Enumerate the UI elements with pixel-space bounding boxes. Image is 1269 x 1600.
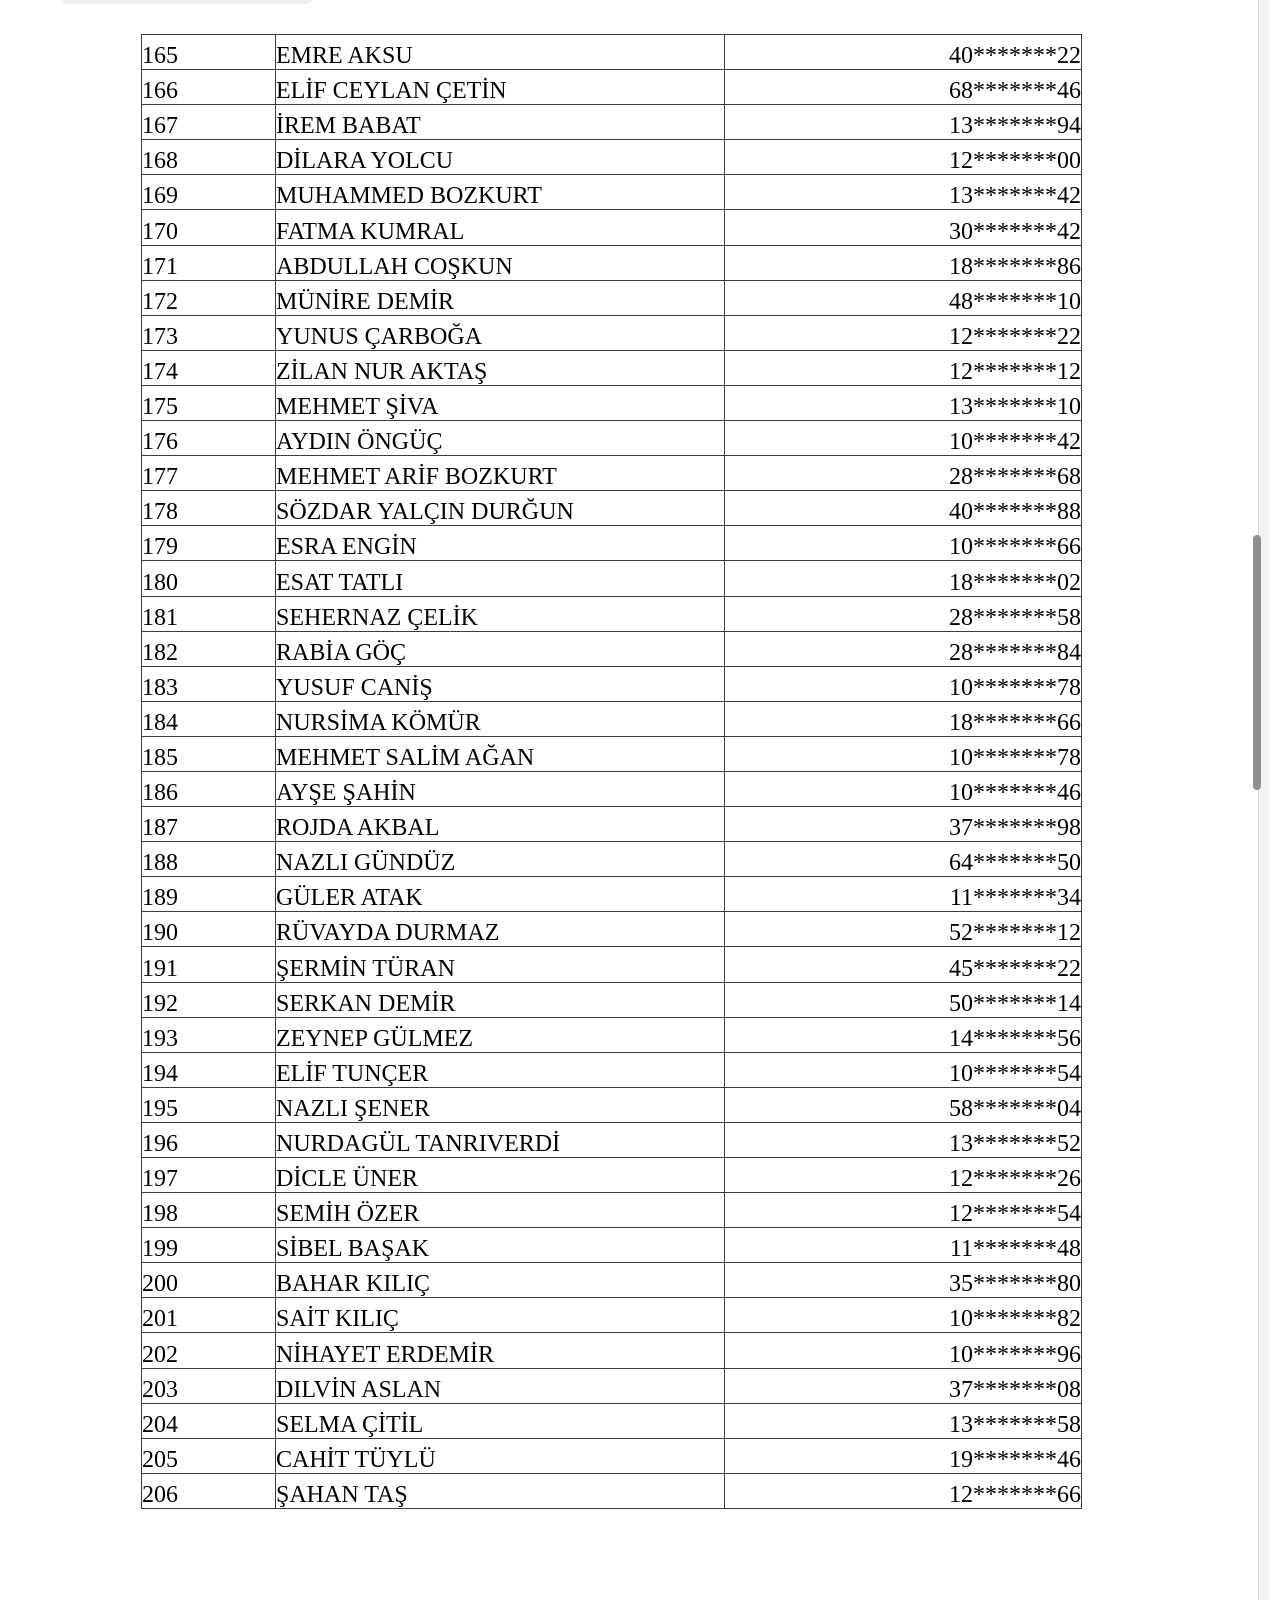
masked-id-cell: 13*******52 — [725, 1122, 1082, 1157]
name-cell: MÜNİRE DEMİR — [276, 280, 725, 315]
row-number-cell: 180 — [142, 561, 276, 596]
name-cell: SÖZDAR YALÇIN DURĞUN — [276, 491, 725, 526]
row-number-cell: 188 — [142, 842, 276, 877]
name-cell: ZEYNEP GÜLMEZ — [276, 1017, 725, 1052]
table-row — [142, 421, 1082, 456]
table-body — [142, 35, 1082, 1509]
masked-id-cell: 11*******48 — [725, 1228, 1082, 1263]
masked-id-cell: 10*******46 — [725, 771, 1082, 806]
masked-id-cell: 18*******86 — [725, 245, 1082, 280]
row-number-cell: 190 — [142, 912, 276, 947]
masked-id-cell: 11*******34 — [725, 877, 1082, 912]
table-row — [142, 105, 1082, 140]
name-cell: SEHERNAZ ÇELİK — [276, 596, 725, 631]
name-cell: GÜLER ATAK — [276, 877, 725, 912]
table-row — [142, 280, 1082, 315]
name-cell: MEHMET SALİM AĞAN — [276, 736, 725, 771]
table-row — [142, 350, 1082, 385]
name-cell: SİBEL BAŞAK — [276, 1228, 725, 1263]
row-number-cell: 176 — [142, 421, 276, 456]
table-row — [142, 1298, 1082, 1333]
name-cell: ESRA ENGİN — [276, 526, 725, 561]
masked-id-cell: 14*******56 — [725, 1017, 1082, 1052]
masked-id-cell: 28*******84 — [725, 631, 1082, 666]
name-cell: ELİF TUNÇER — [276, 1052, 725, 1087]
masked-id-cell: 64*******50 — [725, 842, 1082, 877]
masked-id-cell: 12*******22 — [725, 315, 1082, 350]
table-row — [142, 1087, 1082, 1122]
row-number-cell: 205 — [142, 1438, 276, 1473]
row-number-cell: 165 — [142, 35, 276, 70]
name-cell: NİHAYET ERDEMİR — [276, 1333, 725, 1368]
table-row — [142, 982, 1082, 1017]
row-number-cell: 177 — [142, 456, 276, 491]
row-number-cell: 168 — [142, 140, 276, 175]
name-cell: SEMİH ÖZER — [276, 1193, 725, 1228]
name-cell: YUSUF CANİŞ — [276, 666, 725, 701]
masked-id-cell: 58*******04 — [725, 1087, 1082, 1122]
name-cell: NURDAGÜL TANRIVERDİ — [276, 1122, 725, 1157]
masked-id-cell: 12*******66 — [725, 1473, 1082, 1508]
name-cell: MEHMET ARİF BOZKURT — [276, 456, 725, 491]
name-cell: SELMA ÇİTİL — [276, 1403, 725, 1438]
masked-id-cell: 10*******82 — [725, 1298, 1082, 1333]
name-cell: NAZLI ŞENER — [276, 1087, 725, 1122]
table-row — [142, 1193, 1082, 1228]
row-number-cell: 197 — [142, 1158, 276, 1193]
row-number-cell: 194 — [142, 1052, 276, 1087]
row-number-cell: 192 — [142, 982, 276, 1017]
table-row — [142, 210, 1082, 245]
row-number-cell: 184 — [142, 701, 276, 736]
table-row — [142, 1017, 1082, 1052]
table-row — [142, 912, 1082, 947]
row-number-cell: 186 — [142, 771, 276, 806]
row-number-cell: 181 — [142, 596, 276, 631]
table-row — [142, 1122, 1082, 1157]
table-row — [142, 315, 1082, 350]
name-cell: ZİLAN NUR AKTAŞ — [276, 350, 725, 385]
vertical-scrollbar-thumb[interactable] — [1253, 535, 1261, 790]
name-cell: EMRE AKSU — [276, 35, 725, 70]
row-number-cell: 198 — [142, 1193, 276, 1228]
masked-id-cell: 10*******42 — [725, 421, 1082, 456]
name-cell: ROJDA AKBAL — [276, 807, 725, 842]
row-number-cell: 199 — [142, 1228, 276, 1263]
name-cell: AYDIN ÖNGÜÇ — [276, 421, 725, 456]
masked-id-cell: 10*******96 — [725, 1333, 1082, 1368]
masked-id-cell: 10*******78 — [725, 666, 1082, 701]
table-row — [142, 70, 1082, 105]
masked-id-cell: 12*******26 — [725, 1158, 1082, 1193]
masked-id-cell: 13*******42 — [725, 175, 1082, 210]
masked-id-cell: 50*******14 — [725, 982, 1082, 1017]
masked-id-cell: 12*******00 — [725, 140, 1082, 175]
name-cell: NURSİMA KÖMÜR — [276, 701, 725, 736]
name-cell: YUNUS ÇARBOĞA — [276, 315, 725, 350]
masked-id-cell: 18*******66 — [725, 701, 1082, 736]
name-cell: BAHAR KILIÇ — [276, 1263, 725, 1298]
name-cell: RÜVAYDA DURMAZ — [276, 912, 725, 947]
name-cell: MUHAMMED BOZKURT — [276, 175, 725, 210]
row-number-cell: 187 — [142, 807, 276, 842]
table-row — [142, 1403, 1082, 1438]
table-row — [142, 807, 1082, 842]
row-number-cell: 193 — [142, 1017, 276, 1052]
participant-table — [141, 34, 1082, 1509]
name-cell: SERKAN DEMİR — [276, 982, 725, 1017]
masked-id-cell: 28*******58 — [725, 596, 1082, 631]
masked-id-cell: 19*******46 — [725, 1438, 1082, 1473]
table-row — [142, 1473, 1082, 1508]
name-cell: MEHMET ŞİVA — [276, 385, 725, 420]
masked-id-cell: 37*******08 — [725, 1368, 1082, 1403]
table-row — [142, 1052, 1082, 1087]
row-number-cell: 169 — [142, 175, 276, 210]
row-number-cell: 189 — [142, 877, 276, 912]
row-number-cell: 195 — [142, 1087, 276, 1122]
table-row — [142, 947, 1082, 982]
name-cell: CAHİT TÜYLÜ — [276, 1438, 725, 1473]
row-number-cell: 204 — [142, 1403, 276, 1438]
masked-id-cell: 13*******10 — [725, 385, 1082, 420]
table-row — [142, 526, 1082, 561]
row-number-cell: 178 — [142, 491, 276, 526]
name-cell: FATMA KUMRAL — [276, 210, 725, 245]
masked-id-cell: 45*******22 — [725, 947, 1082, 982]
name-cell: ABDULLAH COŞKUN — [276, 245, 725, 280]
table-row — [142, 1368, 1082, 1403]
row-number-cell: 200 — [142, 1263, 276, 1298]
table-row — [142, 456, 1082, 491]
row-number-cell: 182 — [142, 631, 276, 666]
masked-id-cell: 10*******78 — [725, 736, 1082, 771]
name-cell: ŞAHAN TAŞ — [276, 1473, 725, 1508]
name-cell: AYŞE ŞAHİN — [276, 771, 725, 806]
name-cell: ELİF CEYLAN ÇETİN — [276, 70, 725, 105]
row-number-cell: 202 — [142, 1333, 276, 1368]
row-number-cell: 206 — [142, 1473, 276, 1508]
table-row — [142, 1438, 1082, 1473]
name-cell: ESAT TATLI — [276, 561, 725, 596]
row-number-cell: 196 — [142, 1122, 276, 1157]
row-number-cell: 170 — [142, 210, 276, 245]
table-row — [142, 175, 1082, 210]
table-row — [142, 385, 1082, 420]
top-tab-edge — [62, 0, 312, 4]
name-cell: DILVİN ASLAN — [276, 1368, 725, 1403]
table-row — [142, 1228, 1082, 1263]
masked-id-cell: 13*******58 — [725, 1403, 1082, 1438]
table-row — [142, 140, 1082, 175]
name-cell: İREM BABAT — [276, 105, 725, 140]
masked-id-cell: 28*******68 — [725, 456, 1082, 491]
table-row — [142, 842, 1082, 877]
masked-id-cell: 18*******02 — [725, 561, 1082, 596]
row-number-cell: 183 — [142, 666, 276, 701]
masked-id-cell: 13*******94 — [725, 105, 1082, 140]
table-row — [142, 877, 1082, 912]
table-row — [142, 561, 1082, 596]
masked-id-cell: 40*******22 — [725, 35, 1082, 70]
table-row — [142, 1333, 1082, 1368]
masked-id-cell: 12*******12 — [725, 350, 1082, 385]
name-cell: DİLARA YOLCU — [276, 140, 725, 175]
table-row — [142, 245, 1082, 280]
table-row — [142, 491, 1082, 526]
row-number-cell: 179 — [142, 526, 276, 561]
name-cell: ŞERMİN TÜRAN — [276, 947, 725, 982]
row-number-cell: 167 — [142, 105, 276, 140]
masked-id-cell: 35*******80 — [725, 1263, 1082, 1298]
masked-id-cell: 48*******10 — [725, 280, 1082, 315]
masked-id-cell: 10*******66 — [725, 526, 1082, 561]
masked-id-cell: 37*******98 — [725, 807, 1082, 842]
table-row — [142, 596, 1082, 631]
table-row — [142, 1158, 1082, 1193]
row-number-cell: 173 — [142, 315, 276, 350]
masked-id-cell: 12*******54 — [725, 1193, 1082, 1228]
row-number-cell: 172 — [142, 280, 276, 315]
table-row — [142, 631, 1082, 666]
name-cell: DİCLE ÜNER — [276, 1158, 725, 1193]
name-cell: RABİA GÖÇ — [276, 631, 725, 666]
table-row — [142, 736, 1082, 771]
row-number-cell: 166 — [142, 70, 276, 105]
table-row — [142, 1263, 1082, 1298]
row-number-cell: 201 — [142, 1298, 276, 1333]
table-row — [142, 701, 1082, 736]
row-number-cell: 171 — [142, 245, 276, 280]
row-number-cell: 191 — [142, 947, 276, 982]
row-number-cell: 175 — [142, 385, 276, 420]
row-number-cell: 203 — [142, 1368, 276, 1403]
masked-id-cell: 68*******46 — [725, 70, 1082, 105]
name-cell: NAZLI GÜNDÜZ — [276, 842, 725, 877]
masked-id-cell: 10*******54 — [725, 1052, 1082, 1087]
masked-id-cell: 40*******88 — [725, 491, 1082, 526]
name-cell: SAİT KILIÇ — [276, 1298, 725, 1333]
row-number-cell: 174 — [142, 350, 276, 385]
table-row — [142, 666, 1082, 701]
masked-id-cell: 52*******12 — [725, 912, 1082, 947]
table-row — [142, 771, 1082, 806]
row-number-cell: 185 — [142, 736, 276, 771]
masked-id-cell: 30*******42 — [725, 210, 1082, 245]
table-row — [142, 35, 1082, 70]
